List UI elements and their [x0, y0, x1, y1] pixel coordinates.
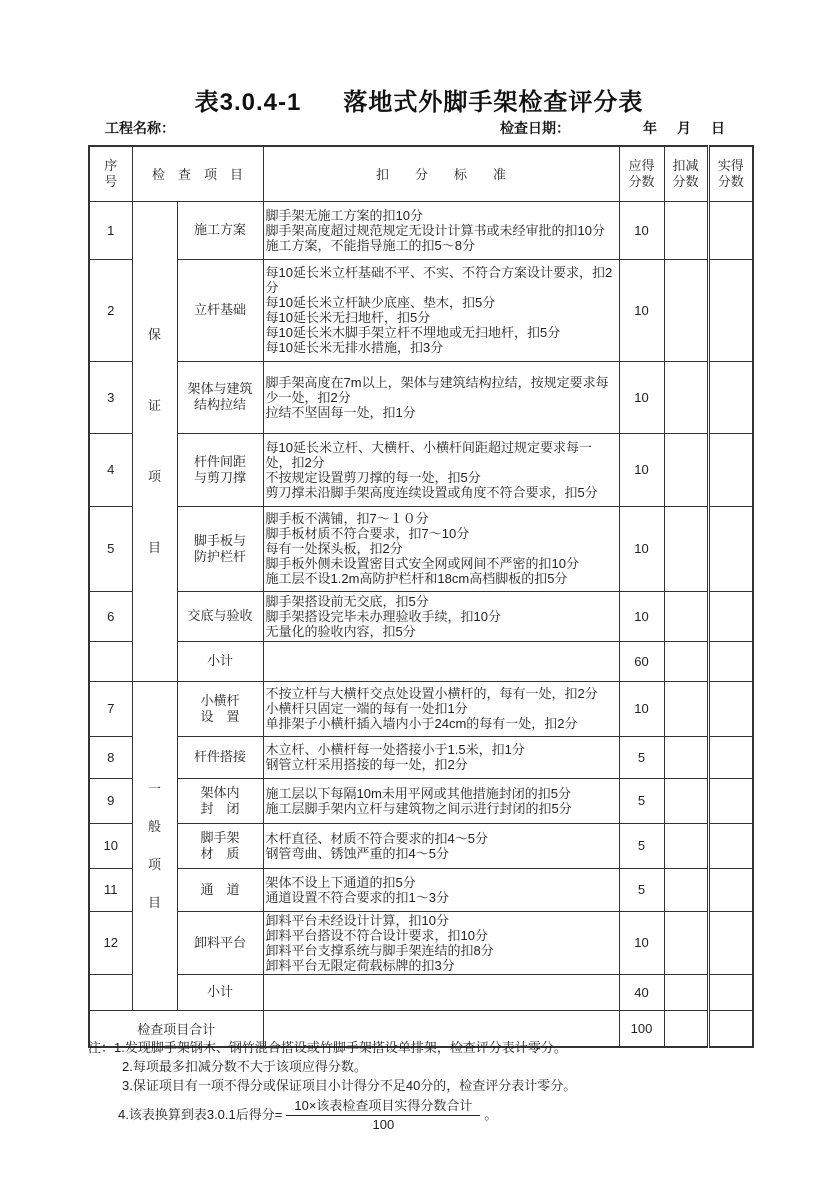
deduct-score-cell — [664, 591, 708, 641]
actual-score-cell — [708, 974, 753, 1010]
row-number-cell: 4 — [89, 433, 132, 506]
criteria-cell: 木立杆、小横杆每一处搭接小于1.5米，扣1分 钢管立杆采用搭接的每一处，扣2分 — [263, 736, 619, 778]
total-label-cell: 检查项目合计 — [89, 1010, 263, 1047]
actual-score-cell — [708, 868, 753, 911]
notes-prefix: 注： — [88, 1040, 115, 1055]
header-actual-score: 实得分数 — [708, 146, 753, 201]
conversion-fraction — [286, 1098, 480, 1133]
criteria-cell: 脚手架高度在7m以上，架体与建筑结构拉结，按规定要求每少一处，扣2分 拉结不坚固每一处，扣1分 — [263, 361, 619, 433]
criteria-cell: 每10延长米立杆基础不平、不实、不符合方案设计要求，扣2分 每10延长米立杆缺少底座、垫木，扣5分 每10延长米无扫地杆，扣5分 每10延长米木脚手架立杆不埋地或无扫地杆，扣5分 每10延长米无排水措施，扣3分 — [263, 259, 619, 361]
deduct-score-cell — [664, 778, 708, 823]
row-number-cell: 9 — [89, 778, 132, 823]
criteria-cell: 木杆直径、材质不符合要求的扣4～5分 钢管弯曲、锈蚀严重的扣4～5分 — [263, 823, 619, 868]
criteria-cell: 脚手架无施工方案的扣10分 脚手架高度超过规范规定无设计计算书或未经审批的扣10分 施工方案，不能指导施工的扣5～8分 — [263, 201, 619, 259]
criteria-cell: 脚手架搭设前无交底，扣5分 脚手架搭设完毕未办理验收手续，扣10分 无量化的验收内容，扣5分 — [263, 591, 619, 641]
actual-score-cell — [708, 361, 753, 433]
table-row — [89, 681, 753, 736]
header-inspection-item: 检 查 项 目 — [132, 146, 263, 201]
deduct-score-cell — [664, 201, 708, 259]
page-title — [0, 82, 838, 117]
due-score-cell: 10 — [619, 911, 664, 974]
item-name-cell: 杆件搭接 — [177, 736, 263, 778]
inspection-date-label: 检查日期： — [500, 120, 570, 136]
table-row — [89, 361, 753, 433]
subtotal-row — [89, 974, 753, 1010]
table-body — [89, 201, 753, 1047]
table-name: 落地式外脚手架检查评分表 — [343, 89, 644, 116]
item-name-cell: 小横杆 设 置 — [177, 681, 263, 736]
item-name-cell: 架体与建筑 结构拉结 — [177, 361, 263, 433]
group-label-char: 保 — [147, 326, 161, 342]
criteria-cell — [263, 641, 619, 681]
note-line-1: 注：1.发现脚手架钢木、钢竹混合搭设或竹脚手架搭设单排架，检查评分表计零分。 — [88, 1040, 567, 1055]
actual-score-cell — [708, 778, 753, 823]
fraction-denominator: 100 — [372, 1117, 395, 1132]
table-row — [89, 736, 753, 778]
actual-score-cell — [708, 911, 753, 974]
deduct-score-cell — [664, 974, 708, 1010]
row-number-cell — [89, 641, 132, 681]
deduct-score-cell — [664, 911, 708, 974]
item-name-cell: 通 道 — [177, 868, 263, 911]
row-number-cell: 1 — [89, 201, 132, 259]
subtotal-label-cell: 小计 — [177, 974, 263, 1010]
row-number-cell — [89, 974, 132, 1010]
row-number-cell: 6 — [89, 591, 132, 641]
group-label-char: 项 — [147, 468, 161, 484]
row-number-cell: 11 — [89, 868, 132, 911]
table-row — [89, 911, 753, 974]
deduct-score-cell — [664, 641, 708, 681]
item-name-cell: 卸料平台 — [177, 911, 263, 974]
due-score-cell: 10 — [619, 506, 664, 591]
group-label-char: 证 — [147, 397, 161, 413]
row-number-cell: 2 — [89, 259, 132, 361]
header-due-score: 应得分数 — [619, 146, 664, 201]
actual-score-cell — [708, 641, 753, 681]
criteria-cell: 每10延长米立杆、大横杆、小横杆间距超过规定要求每一处，扣2分 不按规定设置剪刀撑的每一处，扣5分 剪刀撑未沿脚手架高度连续设置或角度不符合要求，扣5分 — [263, 433, 619, 506]
notes-block — [88, 1038, 768, 1133]
actual-score-cell — [708, 591, 753, 641]
header-deduction-criteria: 扣 分 标 准 — [263, 146, 619, 201]
group-label-char: 一 — [147, 780, 161, 796]
table-row — [89, 591, 753, 641]
score-table — [88, 145, 754, 1048]
item-name-cell: 施工方案 — [177, 201, 263, 259]
row-number-cell: 12 — [89, 911, 132, 974]
note4-prefix: 4.该表换算到表3.0.1后得分= — [118, 1106, 283, 1122]
subtotal-label-cell: 小计 — [177, 641, 263, 681]
header-no: 序号 — [89, 146, 132, 201]
table-row — [89, 823, 753, 868]
actual-score-cell — [708, 201, 753, 259]
fraction-numerator: 10×该表检查项目实得分数合计 — [286, 1098, 480, 1116]
due-score-cell: 5 — [619, 823, 664, 868]
group-label-char: 项 — [147, 856, 161, 872]
deduct-score-cell — [664, 868, 708, 911]
header-deduct-score: 扣减分数 — [664, 146, 708, 201]
group-label-char: 般 — [147, 818, 161, 834]
actual-score-cell — [708, 681, 753, 736]
deduct-score-cell — [664, 259, 708, 361]
due-score-cell: 10 — [619, 361, 664, 433]
row-number-cell: 8 — [89, 736, 132, 778]
item-name-cell: 立杆基础 — [177, 259, 263, 361]
due-score-cell: 10 — [619, 433, 664, 506]
due-score-cell: 10 — [619, 259, 664, 361]
note-line-4 — [88, 1098, 768, 1133]
actual-score-cell — [708, 259, 753, 361]
table-row — [89, 506, 753, 591]
due-score-cell: 60 — [619, 641, 664, 681]
deduct-score-cell — [664, 681, 708, 736]
criteria-cell: 架体不设上下通道的扣5分 通道设置不符合要求的扣1～3分 — [263, 868, 619, 911]
due-score-cell: 100 — [619, 1010, 664, 1047]
due-score-cell: 10 — [619, 591, 664, 641]
deduct-score-cell — [664, 736, 708, 778]
row-number-cell: 5 — [89, 506, 132, 591]
deduct-score-cell — [664, 433, 708, 506]
due-score-cell: 40 — [619, 974, 664, 1010]
actual-score-cell — [708, 506, 753, 591]
due-score-cell: 10 — [619, 681, 664, 736]
item-name-cell: 交底与验收 — [177, 591, 263, 641]
due-score-cell: 5 — [619, 868, 664, 911]
row-number-cell: 10 — [89, 823, 132, 868]
meta-row — [0, 118, 838, 138]
group-label-cell — [132, 681, 177, 1010]
row-number-cell: 3 — [89, 361, 132, 433]
note-line-2: 2.每项最多扣减分数不大于该项应得分数。 — [122, 1059, 367, 1074]
table-code: 表3.0.4-1 — [194, 89, 302, 116]
deduct-score-cell — [664, 823, 708, 868]
group-label-char: 目 — [147, 539, 161, 555]
item-name-cell: 脚手板与 防护栏杆 — [177, 506, 263, 591]
due-score-cell: 5 — [619, 778, 664, 823]
table-row — [89, 868, 753, 911]
item-name-cell: 杆件间距 与剪刀撑 — [177, 433, 263, 506]
subtotal-row — [89, 641, 753, 681]
due-score-cell: 5 — [619, 736, 664, 778]
table-row — [89, 433, 753, 506]
actual-score-cell — [708, 823, 753, 868]
header-row — [89, 146, 753, 201]
table-row — [89, 778, 753, 823]
note-line-3: 3.保证项目有一项不得分或保证项目小计得分不足40分的，检查评分表计零分。 — [122, 1078, 577, 1093]
criteria-cell: 不按立杆与大横杆交点处设置小横杆的，每有一处，扣2分 小横杆只固定一端的每有一处扣1分 单排架子小横杆插入墙内小于24cm的每有一处，扣2分 — [263, 681, 619, 736]
year-month-day-label: 年 月 日 — [643, 120, 728, 136]
deduct-score-cell — [664, 506, 708, 591]
table-row — [89, 259, 753, 361]
group-label-char: 目 — [147, 894, 161, 910]
deduct-score-cell — [664, 361, 708, 433]
row-number-cell: 7 — [89, 681, 132, 736]
item-name-cell: 架体内 封 闭 — [177, 778, 263, 823]
project-name-label: 工程名称： — [105, 120, 175, 136]
criteria-cell — [263, 974, 619, 1010]
group-label-cell — [132, 201, 177, 681]
criteria-cell: 脚手板不满铺，扣7～１０分 脚手板材质不符合要求，扣7～10分 每有一处探头板，扣2分 脚手板外侧未设置密目式安全网或网间不严密的扣10分 施工层不设1.2m高防护栏杆和18cm高档脚板的扣5分 — [263, 506, 619, 591]
item-name-cell: 脚手架 材 质 — [177, 823, 263, 868]
actual-score-cell — [708, 736, 753, 778]
due-score-cell: 10 — [619, 201, 664, 259]
criteria-cell: 施工层以下每隔10m未用平网或其他措施封闭的扣5分 施工层脚手架内立杆与建筑物之间示进行封闭的扣5分 — [263, 778, 619, 823]
criteria-cell: 卸料平台未经设计计算，扣10分 卸料平台搭设不符合设计要求，扣10分 卸料平台支撑系统与脚手架连结的扣8分 卸料平台无限定荷载标牌的扣3分 — [263, 911, 619, 974]
table-row — [89, 201, 753, 259]
actual-score-cell — [708, 433, 753, 506]
note4-suffix: 。 — [484, 1106, 498, 1122]
